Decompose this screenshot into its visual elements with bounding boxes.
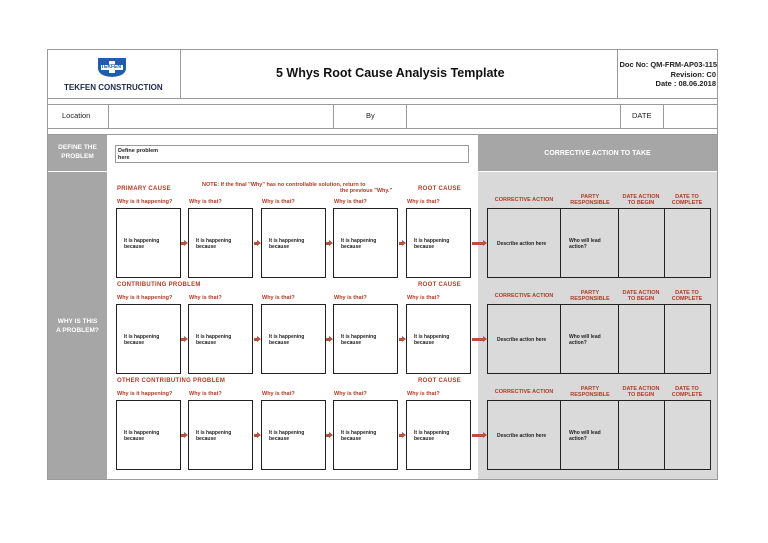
why-label: Why is that? <box>334 295 367 301</box>
logo-text: TEKFEN <box>101 64 121 70</box>
why-section-1 <box>0 186 768 281</box>
why-box[interactable] <box>188 400 253 470</box>
date-complete-cell[interactable] <box>664 208 711 278</box>
date-begin-cell[interactable] <box>618 208 665 278</box>
define-line-1: Define problem <box>118 148 159 154</box>
arrow-icon <box>181 338 185 341</box>
doc-date: Date : 08.06.2018 <box>655 79 716 88</box>
col-date-begin-2: TO BEGIN <box>627 392 655 398</box>
header-divider-right <box>617 49 618 98</box>
arrow-icon <box>326 338 330 341</box>
corrective-action-cell[interactable] <box>487 208 561 278</box>
who-text: Who will lead <box>569 430 601 436</box>
col-date-complete-1: DATE TO <box>675 386 699 392</box>
info-divider-2 <box>333 104 334 128</box>
corrective-header: CORRECTIVE ACTION TO TAKE <box>544 150 651 157</box>
why-box[interactable] <box>116 400 181 470</box>
why-box[interactable] <box>261 208 326 278</box>
who-text: Who will lead <box>569 334 601 340</box>
why-box-text: because <box>341 340 362 346</box>
col-corrective-action: CORRECTIVE ACTION <box>494 293 554 299</box>
why-box[interactable] <box>116 304 181 374</box>
why-box[interactable] <box>188 208 253 278</box>
why-box-text: It is happening <box>196 334 232 340</box>
why-label: Why is that? <box>189 199 222 205</box>
arrow-icon <box>399 242 403 245</box>
describe-action-text: Describe action here <box>497 337 547 343</box>
date-complete-cell[interactable] <box>664 304 711 374</box>
arrow-icon <box>254 434 258 437</box>
info-bottom-line <box>47 128 718 129</box>
root-cause-label: ROOT CAUSE <box>418 282 462 288</box>
arrow-icon <box>472 242 484 245</box>
party-responsible-cell[interactable] <box>560 208 619 278</box>
company-name: TEKFEN CONSTRUCTION <box>64 83 163 92</box>
why-label-2: A PROBLEM? <box>56 327 99 334</box>
location-field[interactable] <box>109 105 332 127</box>
root-cause-label: ROOT CAUSE <box>418 186 462 192</box>
why-box-text: because <box>196 340 217 346</box>
header-bottom-line <box>47 98 718 99</box>
company-logo <box>94 56 130 78</box>
why-box-text: because <box>124 244 145 250</box>
why-box[interactable] <box>333 208 398 278</box>
arrow-icon <box>399 434 403 437</box>
why-box-text: because <box>196 436 217 442</box>
section-title: CONTRIBUTING PROBLEM <box>117 282 201 288</box>
define-label-2: PROBLEM <box>61 153 94 160</box>
why-box-text: It is happening <box>341 430 377 436</box>
col-corrective-action: CORRECTIVE ACTION <box>494 197 554 203</box>
why-label: Why is it happening? <box>117 199 173 205</box>
why-box-text: because <box>269 244 290 250</box>
define-line-2: here <box>118 155 130 161</box>
col-date-begin-2: TO BEGIN <box>627 200 655 206</box>
describe-action-text: Describe action here <box>497 241 547 247</box>
col-party-responsible-1: PARTY <box>580 290 600 296</box>
why-box-text: It is happening <box>124 430 160 436</box>
col-party-responsible-2: RESPONSIBLE <box>570 392 610 398</box>
arrow-icon <box>181 434 185 437</box>
col-date-complete-1: DATE TO <box>675 290 699 296</box>
why-box-text: It is happening <box>414 238 450 244</box>
why-label: Why is it happening? <box>117 391 173 397</box>
col-party-responsible-2: RESPONSIBLE <box>570 200 610 206</box>
why-box-text: It is happening <box>124 334 160 340</box>
date-begin-cell[interactable] <box>618 400 665 470</box>
revision: Revision: C0 <box>670 70 716 79</box>
why-label: Why is that? <box>189 295 222 301</box>
why-box-text: It is happening <box>196 430 232 436</box>
arrow-icon <box>326 242 330 245</box>
why-box-text: It is happening <box>124 238 160 244</box>
why-box-text: It is happening <box>269 238 305 244</box>
why-label: Why is that? <box>189 391 222 397</box>
who-text: Who will lead <box>569 238 601 244</box>
by-label: By <box>366 111 375 120</box>
why-box-text: because <box>341 436 362 442</box>
why-label: Why is that? <box>262 295 295 301</box>
why-box-text: It is happening <box>341 334 377 340</box>
why-section-2 <box>0 282 768 377</box>
why-box[interactable] <box>333 400 398 470</box>
why-box-text: It is happening <box>341 238 377 244</box>
who-text: action? <box>569 436 587 442</box>
by-field[interactable] <box>407 105 619 127</box>
arrow-icon <box>472 434 484 437</box>
why-box-text: It is happening <box>196 238 232 244</box>
note-line-1: NOTE: If the final "Why" has no controllable solution, return to <box>202 182 366 188</box>
date-field[interactable] <box>664 105 717 127</box>
why-box-text: because <box>269 340 290 346</box>
party-responsible-cell[interactable] <box>560 304 619 374</box>
section-title: OTHER CONTRIBUTING PROBLEM <box>117 378 226 384</box>
col-date-complete-1: DATE TO <box>675 194 699 200</box>
page-title: 5 Whys Root Cause Analysis Template <box>276 66 505 80</box>
note-line-2: the previous "Why." <box>340 188 393 194</box>
why-box-text: because <box>414 436 435 442</box>
corrective-action-cell[interactable] <box>487 400 561 470</box>
col-date-complete-2: COMPLETE <box>671 392 703 398</box>
col-party-responsible-1: PARTY <box>580 194 600 200</box>
arrow-icon <box>254 242 258 245</box>
why-label: Why is that? <box>262 199 295 205</box>
who-text: action? <box>569 244 587 250</box>
define-side-panel <box>48 135 107 171</box>
why-label-1: WHY IS THIS <box>57 318 98 325</box>
root-cause-box[interactable] <box>406 400 471 470</box>
date-label: DATE <box>632 111 652 120</box>
why-box-text: It is happening <box>414 430 450 436</box>
arrow-icon <box>181 242 185 245</box>
arrow-icon <box>326 434 330 437</box>
doc-number: Doc No: QM-FRM-AP03-115 <box>619 60 717 69</box>
corrective-action-cell[interactable] <box>487 304 561 374</box>
why-label: Why is that? <box>334 391 367 397</box>
root-cause-label: ROOT CAUSE <box>418 378 462 384</box>
root-cause-box[interactable] <box>406 208 471 278</box>
why-box-text: because <box>414 244 435 250</box>
why-label: Why is that? <box>407 199 440 205</box>
why-label: Why is that? <box>334 199 367 205</box>
why-box-text: because <box>341 244 362 250</box>
why-label: Why is it happening? <box>117 295 173 301</box>
describe-action-text: Describe action here <box>497 433 547 439</box>
why-label: Why is that? <box>407 391 440 397</box>
col-date-begin-1: DATE ACTION <box>622 194 660 200</box>
why-box-text: because <box>414 340 435 346</box>
section-title: PRIMARY CAUSE <box>117 186 171 192</box>
why-label: Why is that? <box>262 391 295 397</box>
why-box[interactable] <box>188 304 253 374</box>
corrective-header-panel <box>478 135 717 171</box>
header-divider-left <box>180 49 181 98</box>
who-text: action? <box>569 340 587 346</box>
why-box-text: because <box>124 340 145 346</box>
why-box-text: It is happening <box>414 334 450 340</box>
why-box-text: It is happening <box>269 430 305 436</box>
why-box[interactable] <box>261 400 326 470</box>
why-label: Why is that? <box>407 295 440 301</box>
arrow-icon <box>399 338 403 341</box>
col-party-responsible-2: RESPONSIBLE <box>570 296 610 302</box>
col-date-begin-1: DATE ACTION <box>622 290 660 296</box>
col-date-begin-2: TO BEGIN <box>627 296 655 302</box>
col-date-complete-2: COMPLETE <box>671 200 703 206</box>
define-problem-field[interactable] <box>115 145 469 163</box>
col-corrective-action: CORRECTIVE ACTION <box>494 389 554 395</box>
why-box-text: because <box>196 244 217 250</box>
party-responsible-cell[interactable] <box>560 400 619 470</box>
why-section-3 <box>0 378 768 473</box>
arrow-icon <box>472 338 484 341</box>
why-box[interactable] <box>333 304 398 374</box>
why-box-text: because <box>269 436 290 442</box>
define-label-1: DEFINE THE <box>58 144 97 151</box>
why-box-text: because <box>124 436 145 442</box>
arrow-icon <box>254 338 258 341</box>
location-label: Location <box>62 111 91 120</box>
info-divider-4 <box>620 104 621 128</box>
why-box[interactable] <box>116 208 181 278</box>
col-party-responsible-1: PARTY <box>580 386 600 392</box>
why-box[interactable] <box>261 304 326 374</box>
col-date-complete-2: COMPLETE <box>671 296 703 302</box>
root-cause-box[interactable] <box>406 304 471 374</box>
why-box-text: It is happening <box>269 334 305 340</box>
date-begin-cell[interactable] <box>618 304 665 374</box>
col-date-begin-1: DATE ACTION <box>622 386 660 392</box>
date-complete-cell[interactable] <box>664 400 711 470</box>
